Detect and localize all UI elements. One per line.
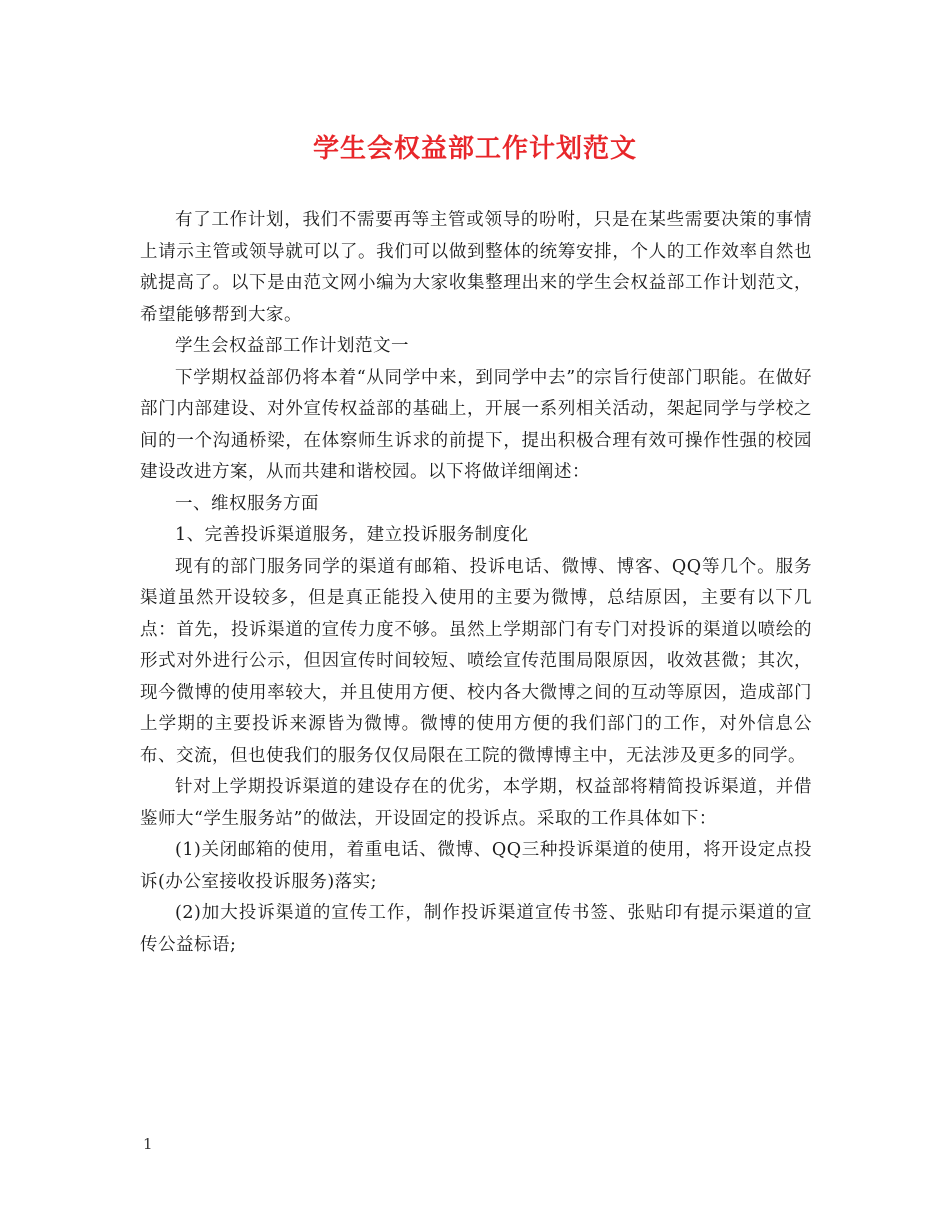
document-title: 学生会权益部工作计划范文 xyxy=(312,134,637,164)
paragraph-plan-intro: 针对上学期投诉渠道的建设存在的优劣，本学期，权益部将精简投诉渠道，并借鉴师大“学生服务站”的做法，开设固定的投诉点。采取的工作具体如下： xyxy=(140,777,812,829)
paragraph-intro: 有了工作计划，我们不需要再等主管或领导的吩咐，只是在某些需要决策的事情上请示主管或领导就可以了。我们可以做到整体的统筹安排，个人的工作效率自然也就提高了。以下是由范文网小编为大家收集整理出来的学生会权益部工作计划范文，希望能够帮到大家。 xyxy=(140,210,812,325)
paragraph-heading-complaint-channels: 1、完善投诉渠道服务，建立投诉服务制度化 xyxy=(175,525,529,545)
paragraph-heading-rights-service: 一、维权服务方面 xyxy=(175,493,319,514)
paragraph-plan-item-1: (1)关闭邮箱的使用，着重电话、微博、QQ三种投诉渠道的使用，将开设定点投诉(办公室接收投诉服务)落实; xyxy=(140,840,812,892)
page-number: 1 xyxy=(143,1135,153,1153)
paragraph-overview: 下学期权益部仍将本着“从同学中来，到同学中去”的宗旨行使部门职能。在做好部门内部建设、对外宣传权益部的基础上，开展一系列相关活动，架起同学与学校之间的一个沟通桥梁，在体察师生诉求的前提下，提出积极合理有效可操作性强的校园建设改进方案，从而共建和谐校园。以下将做详细阐述： xyxy=(140,367,812,482)
paragraph-plan-item-2: (2)加大投诉渠道的宣传工作，制作投诉渠道宣传书签、张贴印有提示渠道的宣传公益标语; xyxy=(140,903,812,955)
paragraph-current-channels: 现有的部门服务同学的渠道有邮箱、投诉电话、微博、博客、QQ等几个。服务渠道虽然开设较多，但是真正能投入使用的主要为微博，总结原因，主要有以下几点：首先，投诉渠道的宣传力度不够。虽然上学期部门有专门对投诉的渠道以喷绘的形式对外进行公示，但因宣传时间较短、喷绘宣传范围局限原因，收效甚微；其次，现今微博的使用率较大，并且使用方便、校内各大微博之间的互动等原因，造成部门上学期的主要投诉来源皆为微博。微博的使用方便的我们部门的工作，对外信息公布、交流，但也使我们的服务仅仅局限在工院的微博博主中，无法涉及更多的同学。 xyxy=(140,556,812,766)
document-body xyxy=(140,205,812,961)
paragraph-section-heading: 学生会权益部工作计划范文一 xyxy=(175,336,409,356)
